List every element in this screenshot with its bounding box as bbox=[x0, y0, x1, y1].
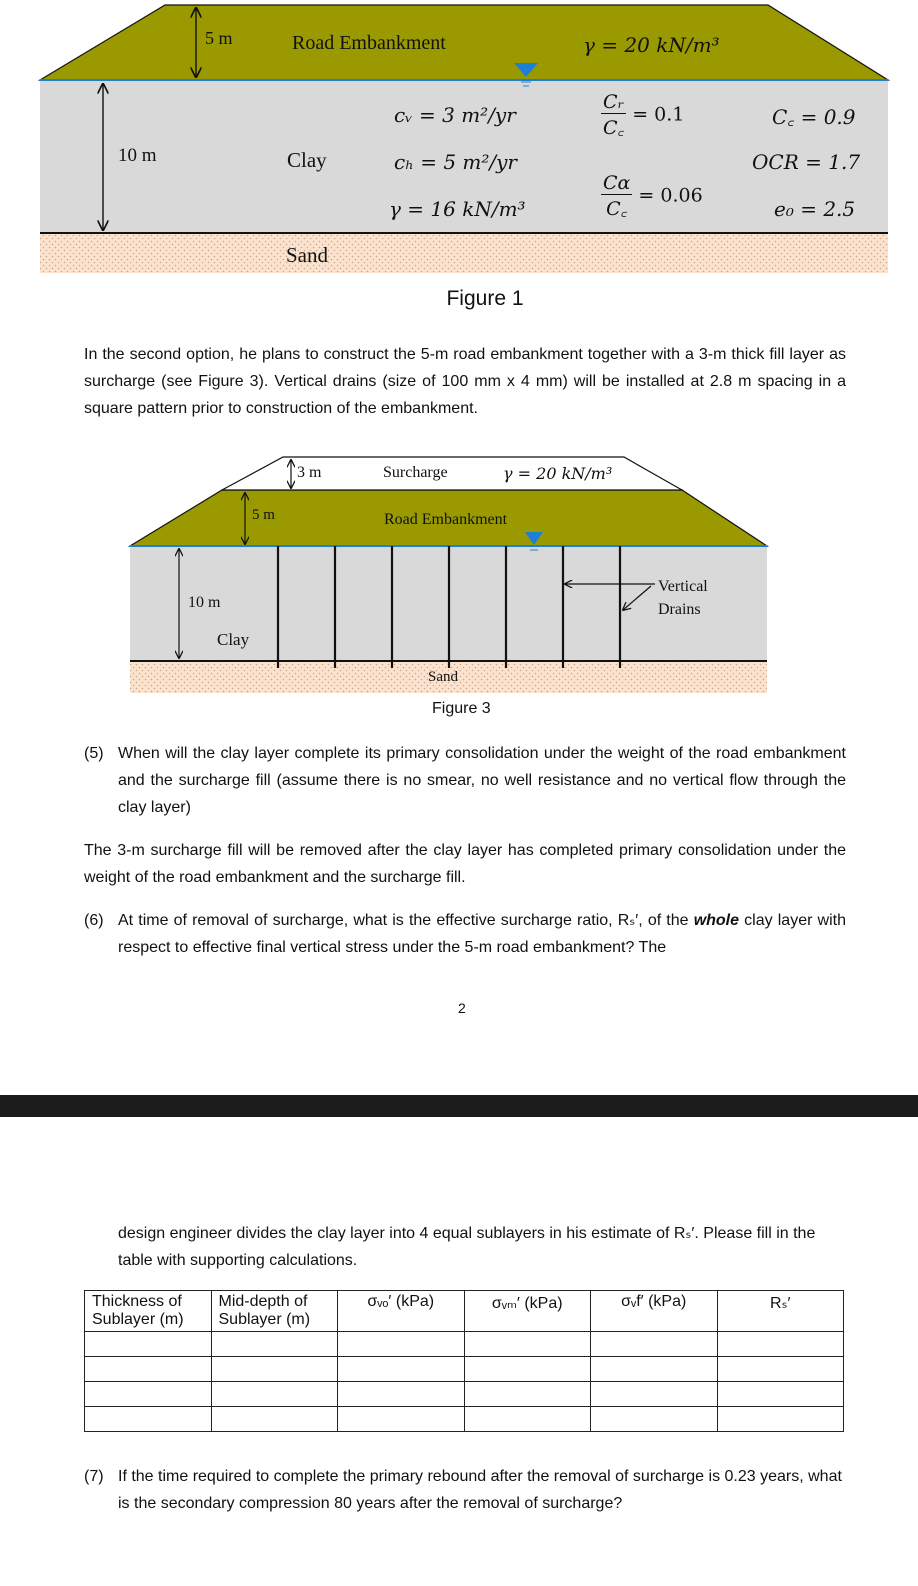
table-cell[interactable] bbox=[591, 1407, 718, 1432]
question-7: (7) If the time required to complete the primary rebound after the removal of surcharge is 0.23 years, what is the secondary compression 80 years after the removal of surcharge? bbox=[84, 1468, 842, 1512]
table-row bbox=[85, 1407, 844, 1432]
embankment-unit-weight: γ = 20 kN/m³ bbox=[583, 33, 720, 57]
clay-thickness-label: 10 m bbox=[118, 145, 157, 166]
table-cell[interactable] bbox=[338, 1382, 465, 1407]
paragraph-surcharge-removal: The 3-m surcharge fill will be removed after the clay layer has completed primary consolidation under the weight of the road embankment and the surcharge fill. bbox=[84, 842, 846, 886]
table-row bbox=[85, 1357, 844, 1382]
ch-value: cₕ = 5 m²/yr bbox=[394, 150, 517, 174]
table-cell[interactable] bbox=[85, 1382, 212, 1407]
surcharge-height-label: 3 m bbox=[297, 464, 322, 481]
clay-label: Clay bbox=[287, 148, 327, 172]
header-rs: Rₛ′ bbox=[717, 1291, 844, 1332]
clay-thickness-label-3: 10 m bbox=[188, 594, 221, 611]
surcharge-label: Surcharge bbox=[383, 464, 448, 481]
table-row bbox=[85, 1382, 844, 1407]
cc-value: C꜀ = 0.9 bbox=[772, 105, 856, 129]
embankment-height-label-3: 5 m bbox=[252, 507, 275, 523]
sand-label: Sand bbox=[286, 243, 328, 267]
embankment-height-label: 5 m bbox=[205, 28, 233, 48]
header-mid-depth: Mid-depth of Sublayer (m) bbox=[211, 1291, 338, 1332]
table-cell[interactable] bbox=[85, 1357, 212, 1382]
table-cell[interactable] bbox=[464, 1382, 591, 1407]
table-cell[interactable] bbox=[85, 1407, 212, 1432]
table-row bbox=[85, 1332, 844, 1357]
header-sigma-vm: σᵥₘ′ (kPa) bbox=[464, 1291, 591, 1332]
calpha-over-cc-ratio: $\frac{C\alpha}{C꜀}$ = 0.06 bbox=[603, 172, 703, 220]
question-5: (5) When will the clay layer complete its primary consolidation under the weight of the road embankment and the surcharge fill (assume there is no smear, no well resistance and no vertical flow through the clay layer) bbox=[84, 745, 846, 816]
ocr-value: OCR = 1.7 bbox=[752, 150, 861, 174]
embankment-label: Road Embankment bbox=[292, 32, 446, 54]
table-cell[interactable] bbox=[717, 1407, 844, 1432]
question-6: (6) At time of removal of surcharge, what is the effective surcharge ratio, Rₛ′, of the whole clay layer with respect to effective final vertical stress under the 5-m road embankment? The bbox=[84, 912, 847, 956]
table-cell[interactable] bbox=[464, 1407, 591, 1432]
figure-1-caption: Figure 1 bbox=[446, 287, 524, 310]
table-cell[interactable] bbox=[464, 1357, 591, 1382]
continuation-text: design engineer divides the clay layer into 4 equal sublayers in his estimate of Rₛ′. Please fill in the table with supporting calculations. bbox=[118, 1225, 816, 1269]
table-cell[interactable] bbox=[591, 1357, 718, 1382]
table-cell[interactable] bbox=[717, 1382, 844, 1407]
embankment-layer bbox=[40, 5, 888, 80]
paragraph-second-option: In the second option, he plans to construct the 5-m road embankment together with a 3-m thick fill layer as surcharge (see Figure 3). Vertical drains (size of 100 mm x 4 mm) will be installed at 2.8 m spacing in a square pattern prior to construction of the embankment. bbox=[84, 346, 846, 417]
sand-label-3: Sand bbox=[428, 669, 458, 685]
table-cell[interactable] bbox=[591, 1382, 718, 1407]
figure-3-caption: Figure 3 bbox=[432, 700, 491, 717]
table-cell[interactable] bbox=[338, 1357, 465, 1382]
table-cell[interactable] bbox=[464, 1332, 591, 1357]
embankment-label-3: Road Embankment bbox=[384, 511, 508, 528]
table-cell[interactable] bbox=[211, 1332, 338, 1357]
clay-label-3: Clay bbox=[217, 630, 250, 649]
table-cell[interactable] bbox=[85, 1332, 212, 1357]
cr-over-cc-ratio: $\frac{\text{Cᵣ}}{C꜀}$ = 0.1 bbox=[603, 91, 685, 139]
header-sigma-vo: σᵥₒ′ (kPa) bbox=[338, 1291, 465, 1332]
sublayer-table bbox=[84, 1290, 844, 1432]
page-divider bbox=[0, 1095, 918, 1117]
table-cell[interactable] bbox=[717, 1357, 844, 1382]
table-cell[interactable] bbox=[338, 1332, 465, 1357]
header-thickness: Thickness of Sublayer (m) bbox=[85, 1291, 212, 1332]
cv-value: cᵥ = 3 m²/yr bbox=[394, 103, 516, 127]
void-ratio-value: e₀ = 2.5 bbox=[774, 197, 856, 221]
page-number: 2 bbox=[458, 1000, 466, 1016]
vertical-drains-label: Vertical Drains bbox=[658, 578, 708, 618]
table-cell[interactable] bbox=[211, 1407, 338, 1432]
clay-unit-weight: γ = 16 kN/m³ bbox=[389, 197, 526, 221]
figure-3-diagram bbox=[0, 440, 918, 700]
table-cell[interactable] bbox=[211, 1382, 338, 1407]
header-sigma-vf: σᵥf′ (kPa) bbox=[591, 1291, 718, 1332]
sand-layer bbox=[40, 233, 888, 273]
table-cell[interactable] bbox=[717, 1332, 844, 1357]
table-cell[interactable] bbox=[211, 1357, 338, 1382]
table-cell[interactable] bbox=[338, 1407, 465, 1432]
table-cell[interactable] bbox=[591, 1332, 718, 1357]
surcharge-unit-weight: γ = 20 kN/m³ bbox=[503, 464, 613, 483]
